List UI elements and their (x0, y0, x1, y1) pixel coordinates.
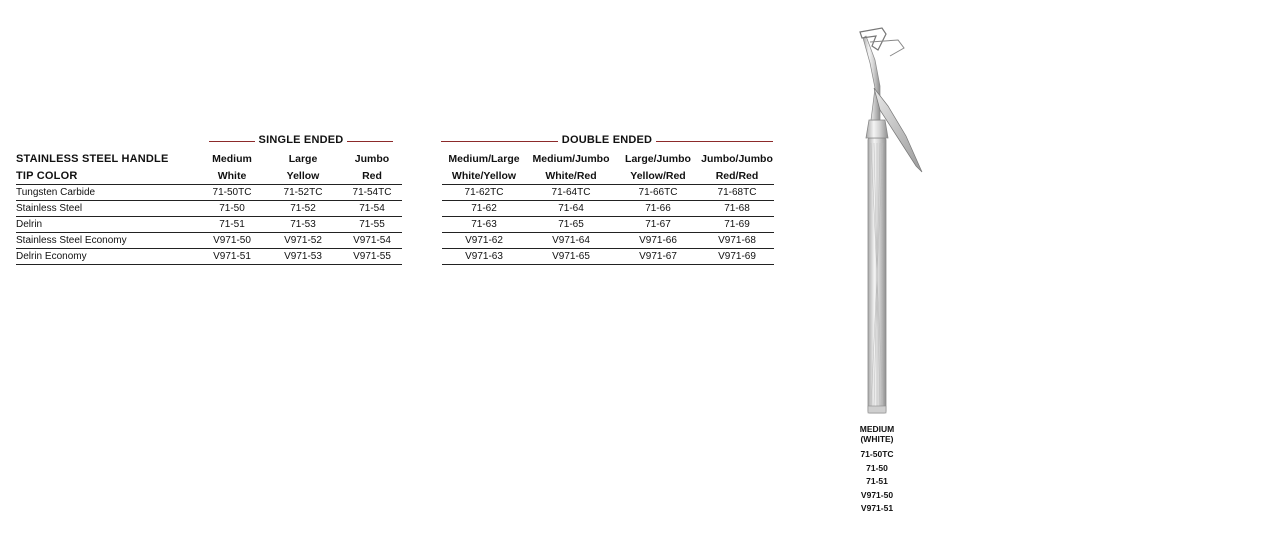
table-cell: V971-55 (342, 249, 402, 265)
table-cell: V971-53 (264, 249, 342, 265)
row-label: Stainless Steel (16, 201, 200, 217)
row-label: Tungsten Carbide (16, 185, 200, 201)
column-size: Medium/Jumbo (532, 152, 610, 165)
single-ended-title (209, 134, 393, 146)
table-row (16, 185, 774, 201)
table-cell: 71-52TC (264, 185, 342, 201)
column-color: Red (362, 169, 382, 182)
column-size: Large (288, 152, 318, 165)
row-label: Delrin (16, 217, 200, 233)
instrument-illustration (830, 18, 930, 418)
table-row (16, 233, 774, 249)
caption-code: 71-50TC (860, 449, 894, 459)
table-cell: V971-64 (526, 233, 616, 249)
table-cell: 71-62TC (442, 185, 526, 201)
instrument-table (16, 150, 774, 265)
table-cell: V971-65 (526, 249, 616, 265)
column-color: White (217, 169, 247, 182)
table-cell: V971-63 (442, 249, 526, 265)
header-row-color (16, 167, 774, 185)
column-color: Yellow (286, 169, 320, 182)
table-cell: 71-69 (700, 217, 774, 233)
illustration-caption (847, 424, 907, 516)
table-cell: 71-55 (342, 217, 402, 233)
table-cell: 71-65 (526, 217, 616, 233)
column-color: Yellow/Red (630, 169, 686, 182)
table-cell: 71-64TC (526, 185, 616, 201)
instrument-handle (868, 138, 886, 413)
column-gap (402, 185, 442, 201)
column-color: White/Red (545, 169, 597, 182)
table-cell: 71-50 (200, 201, 264, 217)
table-cell: 71-63 (442, 217, 526, 233)
table-cell: V971-50 (200, 233, 264, 249)
column-gap (402, 150, 442, 167)
table-cell: 71-68 (700, 201, 774, 217)
row-label: Stainless Steel Economy (16, 233, 200, 249)
column-gap (402, 167, 442, 185)
table-cell: 71-54 (342, 201, 402, 217)
caption-title (847, 424, 907, 444)
caption-size: MEDIUM (859, 424, 895, 434)
table-cell: V971-51 (200, 249, 264, 265)
group-header-row (16, 134, 774, 148)
double-ended-label: DOUBLE ENDED (558, 134, 656, 146)
column-size: Medium (212, 152, 252, 165)
table-cell: 71-52 (264, 201, 342, 217)
row-label: Delrin Economy (16, 249, 200, 265)
table-cell: V971-68 (700, 233, 774, 249)
table-cell: 71-66 (616, 201, 700, 217)
column-gap (402, 201, 442, 217)
table-cell: 71-64 (526, 201, 616, 217)
table-cell: 71-54TC (342, 185, 402, 201)
header-row-size (16, 150, 774, 167)
column-size: Medium/Large (448, 152, 520, 165)
column-size: Large/Jumbo (625, 152, 691, 165)
table-cell: V971-54 (342, 233, 402, 249)
table-cell: V971-67 (616, 249, 700, 265)
table-cell: V971-52 (264, 233, 342, 249)
table-cell: 71-66TC (616, 185, 700, 201)
table-cell: 71-50TC (200, 185, 264, 201)
caption-code: 71-51 (866, 476, 888, 487)
caption-color: (WHITE) (860, 434, 894, 444)
column-gap (402, 217, 442, 233)
table-cell: V971-69 (700, 249, 774, 265)
single-ended-label: SINGLE ENDED (255, 134, 348, 146)
table-row (16, 217, 774, 233)
column-gap (402, 233, 442, 249)
column-size: Jumbo/Jumbo (701, 152, 773, 165)
table-cell: 71-51 (200, 217, 264, 233)
table-cell: 71-67 (616, 217, 700, 233)
caption-code: 71-50 (866, 462, 888, 473)
table-cell: V971-66 (616, 233, 700, 249)
product-table-section (16, 134, 774, 265)
table-cell: V971-62 (442, 233, 526, 249)
caption-code: V971-51 (860, 503, 894, 514)
caption-code: V971-50 (860, 489, 894, 500)
table-cell: 71-68TC (700, 185, 774, 201)
handle-header: STAINLESS STEEL HANDLE (16, 152, 169, 165)
table-row (16, 201, 774, 217)
column-size: Jumbo (354, 152, 390, 165)
column-gap (402, 249, 442, 265)
column-color: Red/Red (715, 169, 759, 182)
table-cell: 71-62 (442, 201, 526, 217)
instrument-collar (866, 120, 888, 138)
table-row (16, 249, 774, 265)
tip-color-header: TIP COLOR (16, 169, 78, 182)
table-cell: 71-53 (264, 217, 342, 233)
double-ended-title (441, 134, 773, 146)
column-color: White/Yellow (451, 169, 517, 182)
